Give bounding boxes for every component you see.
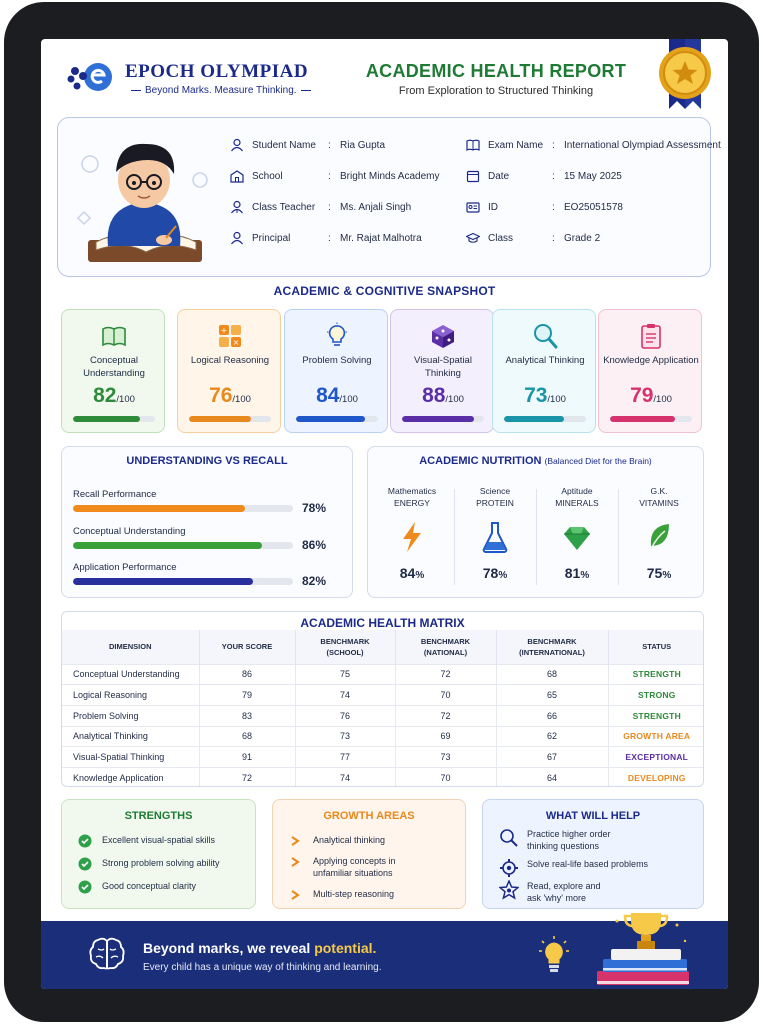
footer-banner (41, 921, 728, 989)
list-item (289, 888, 394, 902)
bar-fill (73, 578, 253, 585)
bar-fill (73, 542, 262, 549)
brand-name: EPOCH OLYMPIAD (125, 61, 309, 82)
help-text: Solve real-life based problems (527, 859, 649, 869)
strengths-title: STRENGTHS (124, 810, 193, 822)
strengths-box (61, 799, 256, 909)
cell-national: 72 (395, 664, 496, 685)
info-value: Mr. Rajat Malhotra (340, 232, 422, 244)
snapshot-progress-track (189, 416, 271, 422)
bar-label: Recall Performance (73, 489, 157, 500)
cell-score: 68 (199, 726, 295, 747)
nutrition-value-number: 81 (564, 565, 581, 581)
info-class-teacher (230, 200, 411, 214)
snapshot-card-name: Knowledge Application (603, 355, 699, 366)
info-class (466, 231, 600, 245)
nutrition-item (618, 485, 700, 589)
svg-text:+: + (220, 326, 228, 335)
matrix-col-header: YOUR SCORE (199, 630, 295, 664)
nutrition-value (454, 565, 536, 581)
snapshot-progress-track (610, 416, 692, 422)
nutrition-nutrient: ENERGY (394, 498, 430, 508)
snapshot-title: ACADEMIC & COGNITIVE SNAPSHOT (273, 284, 496, 298)
svg-text:×: × (232, 338, 240, 347)
growth-areas-box (272, 799, 466, 909)
gem-icon (563, 521, 591, 553)
lightbulb-icon (323, 322, 351, 350)
cell-score: 79 (199, 685, 295, 706)
understanding-title: UNDERSTANDING VS RECALL (126, 455, 288, 467)
book-icon (466, 138, 480, 152)
nutrition-subject (454, 485, 536, 509)
gold-medal-icon (653, 39, 717, 117)
snapshot-card (61, 309, 165, 433)
strength-text: Excellent visual-spatial skills (102, 835, 216, 845)
info-value: 15 May 2025 (564, 170, 622, 182)
cell-dimension: Analytical Thinking (62, 726, 199, 747)
check-circle-icon (78, 880, 94, 894)
info-separator: : (328, 232, 331, 244)
growth-text: Analytical thinking (313, 835, 386, 845)
list-item (289, 855, 396, 879)
snapshot-score (493, 384, 597, 408)
arrow-right-icon (289, 855, 305, 869)
matrix-col-header: STATUS (608, 630, 704, 664)
cell-dimension: Logical Reasoning (62, 685, 199, 706)
bar-track (73, 542, 293, 549)
info-separator: : (328, 139, 331, 151)
nutrition-title-main: ACADEMIC NUTRITION (419, 455, 542, 467)
puzzle-blocks-icon (216, 322, 244, 350)
cell-status: GROWTH AREA (608, 726, 704, 747)
cell-dimension: Conceptual Understanding (62, 664, 199, 685)
cell-status: STRENGTH (608, 664, 704, 685)
nutrition-value-unit: % (415, 570, 425, 581)
help-text: Practice higher order thinking questions (527, 829, 611, 851)
table-row (62, 685, 704, 706)
strength-text: Good conceptual clarity (102, 881, 197, 891)
bar-label: Application Performance (73, 562, 177, 573)
info-separator: : (328, 170, 331, 182)
snapshot-score (178, 384, 282, 408)
info-label: Exam Name (488, 139, 544, 151)
nutrition-subject (536, 485, 618, 509)
table-row (62, 726, 704, 747)
snapshot-score-max: /100 (653, 394, 672, 405)
snapshot-score-max: /100 (116, 394, 135, 405)
teacher-icon (230, 200, 244, 214)
info-label: Principal (252, 232, 291, 244)
list-item (78, 880, 196, 894)
leaf-icon (645, 521, 673, 553)
growth-title: GROWTH AREAS (323, 810, 415, 822)
nutrition-value-unit: % (580, 570, 590, 581)
snapshot-score-value: 84 (316, 384, 340, 407)
snapshot-card-name: Visual-Spatial Thinking (414, 355, 472, 379)
help-text: Read, explore and ask 'why' more (527, 881, 601, 903)
cell-status: STRENGTH (608, 705, 704, 726)
snapshot-score (62, 384, 166, 408)
info-label: ID (488, 201, 498, 213)
snapshot-score (391, 384, 495, 408)
info-value: International Olympiad Assessment (564, 139, 721, 151)
check-circle-icon (78, 857, 94, 871)
bar-value: 86% (302, 538, 327, 552)
report-title: ACADEMIC HEALTH REPORT (365, 61, 627, 81)
nutrition-subject-name: G.K. (650, 486, 668, 496)
cell-dimension: Visual-Spatial Thinking (62, 747, 199, 768)
bar-value: 78% (302, 501, 327, 515)
nutrition-nutrient: MINERALS (555, 498, 599, 508)
info-separator: : (552, 232, 555, 244)
table-row (62, 747, 704, 768)
bar-track (73, 505, 293, 512)
brand-tagline: Beyond Marks. Measure Thinking. (127, 85, 315, 96)
nutrition-title (368, 455, 703, 467)
student-info-card (57, 117, 721, 277)
report-page (41, 39, 728, 989)
cell-score: 91 (199, 747, 295, 768)
snapshot-progress-track (402, 416, 484, 422)
cell-status: EXCEPTIONAL (608, 747, 704, 768)
clipboard-icon (637, 322, 665, 350)
snapshot-progress-track (504, 416, 586, 422)
snapshot-card-name: Problem Solving (302, 355, 372, 366)
what-will-help-box (482, 799, 704, 909)
cube-icon (429, 322, 457, 350)
snapshot-score-max: /100 (445, 394, 464, 405)
flask-icon (481, 521, 509, 553)
lightning-icon (398, 521, 426, 553)
snapshot-score-value: 73 (524, 384, 548, 407)
nutrition-value-number: 84 (399, 565, 416, 581)
nutrition-value-unit: % (662, 570, 672, 581)
table-row (62, 664, 704, 685)
lightbulb-icon (537, 935, 571, 975)
cell-international: 64 (496, 767, 608, 787)
info-value: Ria Gupta (340, 139, 386, 151)
matrix-header-row (62, 630, 704, 664)
info-value: Ms. Anjali Singh (340, 201, 412, 213)
snapshot-progress-fill (610, 416, 675, 422)
table-row (62, 705, 704, 726)
info-separator: : (552, 170, 555, 182)
snapshot-card (598, 309, 702, 433)
snapshot-card (284, 309, 388, 433)
growth-text: Multi-step reasoning (313, 889, 395, 899)
snapshot-card (390, 309, 494, 433)
cell-international: 65 (496, 685, 608, 706)
bar-label: Conceptual Understanding (73, 526, 186, 537)
nutrition-title-note: (Balanced Diet for the Brain) (544, 456, 652, 466)
list-item (78, 834, 215, 848)
understanding-panel (61, 446, 353, 598)
matrix-table (62, 630, 704, 787)
cell-international: 66 (496, 705, 608, 726)
nutrition-value-unit: % (498, 570, 508, 581)
nutrition-value-number: 78 (482, 565, 499, 581)
snapshot-score (285, 384, 389, 408)
info-label: Student Name (252, 139, 316, 151)
open-book-icon (100, 322, 128, 350)
snapshot-progress-fill (504, 416, 564, 422)
info-id (466, 200, 623, 214)
nutrition-subject (618, 485, 700, 509)
bar-track (73, 578, 293, 585)
cell-status: DEVELOPING (608, 767, 704, 787)
snapshot-progress-track (73, 416, 155, 422)
tablet-frame (4, 2, 759, 1022)
snapshot-card-name: Analytical Thinking (505, 355, 585, 366)
info-label: School (252, 170, 283, 182)
cell-dimension: Problem Solving (62, 705, 199, 726)
cell-score: 72 (199, 767, 295, 787)
magnifier-icon (531, 322, 559, 350)
graduation-cap-icon (466, 231, 480, 245)
epoch-logo-icon (65, 57, 117, 97)
snapshot-progress-track (296, 416, 378, 422)
info-school (230, 169, 440, 183)
info-exam-name (466, 138, 721, 152)
info-separator: : (552, 139, 555, 151)
cell-score: 83 (199, 705, 295, 726)
nutrition-subject-name: Mathematics (387, 486, 437, 496)
nutrition-subject-name: Aptitude (561, 486, 593, 496)
school-icon (230, 169, 244, 183)
principal-icon (230, 231, 244, 245)
info-label: Class Teacher (252, 201, 316, 213)
help-title: WHAT WILL HELP (545, 810, 641, 822)
snapshot-score-value: 82 (93, 384, 117, 407)
student-illustration-icon (68, 122, 218, 274)
id-card-icon (466, 200, 480, 214)
bar-value: 82% (302, 574, 327, 588)
snapshot-score-value: 88 (422, 384, 446, 407)
snapshot-score-value: 79 (630, 384, 654, 407)
info-date (466, 169, 622, 183)
info-separator: : (328, 201, 331, 213)
cell-status: STRONG (608, 685, 704, 706)
trophy-books-icon (589, 911, 699, 989)
nutrition-item (371, 485, 453, 589)
bar-fill (73, 505, 245, 512)
nutrition-value (371, 565, 453, 581)
snapshot-score-max: /100 (232, 394, 251, 405)
cell-national: 73 (395, 747, 496, 768)
snapshot-score-max: /100 (547, 394, 566, 405)
arrow-right-icon (289, 834, 305, 848)
info-separator: : (552, 201, 555, 213)
search-icon (499, 828, 519, 848)
cell-national: 70 (395, 685, 496, 706)
nutrition-panel (367, 446, 704, 598)
footer-line1: Beyond marks, we reveal (143, 940, 311, 956)
snapshot-progress-fill (189, 416, 251, 422)
nutrition-subject-name: Science (479, 486, 511, 496)
nutrition-item (454, 485, 536, 589)
info-student-name (230, 138, 385, 152)
nutrition-item (536, 485, 618, 589)
calendar-icon (466, 169, 480, 183)
info-label: Date (488, 170, 510, 182)
nutrition-nutrient: PROTEIN (476, 498, 514, 508)
nutrition-nutrient: VITAMINS (639, 498, 679, 508)
cell-school: 74 (295, 767, 395, 787)
footer-headline (143, 940, 376, 956)
snapshot-score-value: 76 (209, 384, 233, 407)
list-item (78, 857, 220, 871)
cell-international: 67 (496, 747, 608, 768)
info-value: EO25051578 (564, 201, 623, 213)
nutrition-value-number: 75 (646, 565, 663, 581)
snapshot-card-name: Logical Reasoning (190, 355, 270, 366)
snapshot-card (492, 309, 596, 433)
arrow-right-icon (289, 888, 305, 902)
cell-national: 72 (395, 705, 496, 726)
info-principal (230, 231, 422, 245)
list-item (499, 828, 611, 852)
cell-international: 62 (496, 726, 608, 747)
snapshot-card (177, 309, 281, 433)
list-item (499, 880, 601, 904)
matrix-col-header: BENCHMARK (SCHOOL) (295, 630, 395, 664)
list-item (289, 834, 385, 848)
snapshot-score-max: /100 (339, 394, 358, 405)
strength-text: Strong problem solving ability (102, 858, 220, 868)
cell-national: 69 (395, 726, 496, 747)
footer-highlight: potential. (314, 940, 377, 956)
user-icon (230, 138, 244, 152)
info-value: Bright Minds Academy (340, 170, 440, 182)
cell-school: 73 (295, 726, 395, 747)
nutrition-value (618, 565, 700, 581)
nutrition-subject (371, 485, 453, 509)
info-label: Class (488, 232, 514, 244)
cell-school: 77 (295, 747, 395, 768)
list-item (499, 858, 648, 878)
cell-school: 76 (295, 705, 395, 726)
matrix-col-header: DIMENSION (62, 630, 199, 664)
nutrition-value (536, 565, 618, 581)
snapshot-progress-fill (296, 416, 365, 422)
brain-icon (87, 935, 127, 975)
cell-school: 74 (295, 685, 395, 706)
table-row (62, 767, 704, 787)
matrix-title: ACADEMIC HEALTH MATRIX (300, 616, 465, 630)
report-header (41, 39, 728, 115)
footer-subline: Every child has a unique way of thinking and learning. (143, 962, 382, 973)
growth-text: Applying concepts in unfamiliar situations (313, 856, 396, 878)
snapshot-score (599, 384, 703, 408)
report-subtitle: From Exploration to Structured Thinking (398, 85, 594, 97)
gear-brain-icon (499, 858, 519, 878)
check-circle-icon (78, 834, 94, 848)
matrix-col-header: BENCHMARK (NATIONAL) (395, 630, 496, 664)
snapshot-card-name: Conceptual Understanding (83, 355, 145, 379)
cell-school: 75 (295, 664, 395, 685)
cell-dimension: Knowledge Application (62, 767, 199, 787)
snapshot-progress-fill (402, 416, 474, 422)
star-badge-icon (499, 880, 519, 900)
health-matrix (61, 611, 704, 787)
matrix-col-header: BENCHMARK (INTERNATIONAL) (496, 630, 608, 664)
snapshot-progress-fill (73, 416, 140, 422)
cell-international: 68 (496, 664, 608, 685)
cell-national: 70 (395, 767, 496, 787)
cell-score: 86 (199, 664, 295, 685)
info-value: Grade 2 (564, 232, 601, 244)
